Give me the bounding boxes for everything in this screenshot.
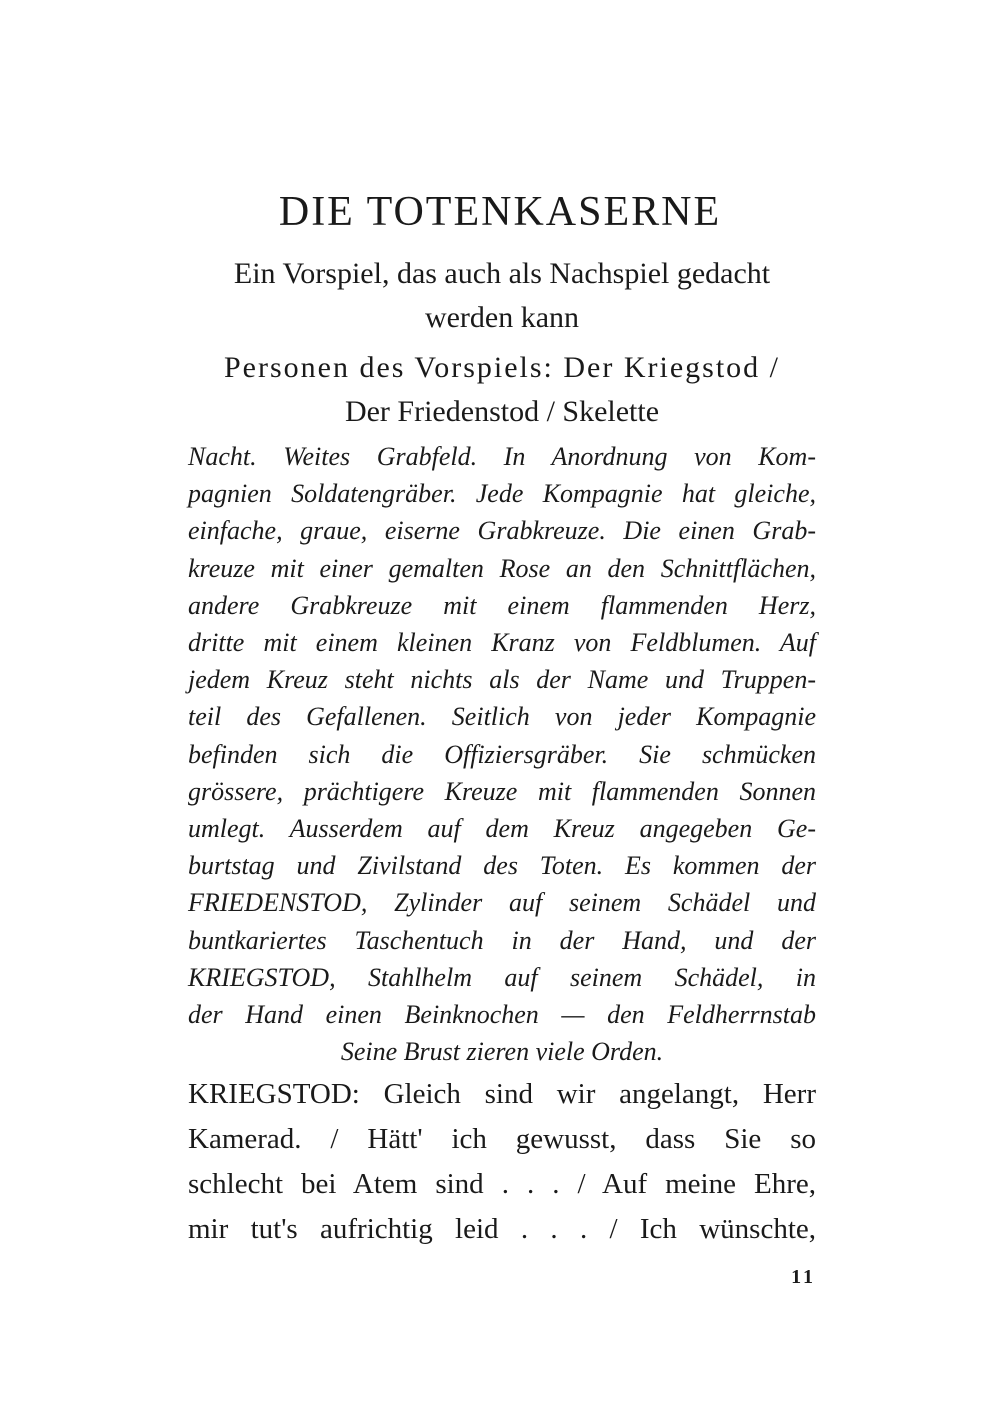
stage-direction-line: einfache, graue, eiserne Grabkreuze. Die einen Grab- bbox=[188, 516, 816, 546]
stage-direction-line: pagnien Soldatengräber. Jede Kompagnie hat gleiche, bbox=[188, 479, 816, 509]
cast-list-line: Der Friedenstod / Skelette bbox=[344, 395, 660, 428]
page-title: DIE TOTENKASERNE bbox=[278, 189, 722, 235]
stage-direction-line: Seine Brust zieren viele Orden. bbox=[340, 1037, 664, 1067]
stage-direction-line: befinden sich die Offiziersgräber. Sie schmücken bbox=[188, 739, 816, 769]
stage-direction-line: umlegt. Ausserdem auf dem Kreuz angegeben Ge- bbox=[188, 814, 816, 844]
subtitle bbox=[188, 252, 816, 340]
stage-direction-line: FRIEDENSTOD, Zylinder auf seinem Schädel und bbox=[188, 888, 816, 918]
stage-direction-line: burtstag und Zivilstand des Toten. Es kommen der bbox=[188, 851, 816, 881]
stage-direction bbox=[188, 438, 816, 1070]
stage-direction-line: teil des Gefallenen. Seitlich von jeder Kompagnie bbox=[188, 702, 816, 732]
cast-list bbox=[188, 346, 816, 434]
stage-direction-line: andere Grabkreuze mit einem flammenden Herz, bbox=[188, 590, 816, 620]
stage-direction-line: Nacht. Weites Grabfeld. In Anordnung von Kom- bbox=[188, 442, 816, 471]
dialogue-line: mir tut's aufrichtig leid . . . / Ich wünschte, bbox=[188, 1213, 816, 1245]
stage-direction-line: KRIEGSTOD, Stahlhelm auf seinem Schädel, in bbox=[188, 962, 816, 992]
page-number: 11 bbox=[791, 1266, 816, 1288]
dialogue-line: Kamerad. / Hätt' ich gewusst, dass Sie so bbox=[188, 1123, 816, 1155]
subtitle-line: Ein Vorspiel, das auch als Nachspiel gedacht bbox=[233, 257, 771, 290]
dialogue bbox=[188, 1072, 816, 1252]
dialogue-line: schlecht bei Atem sind . . . / Auf meine Ehre, bbox=[188, 1168, 816, 1200]
stage-direction-line: dritte mit einem kleinen Kranz von Feldblumen. Auf bbox=[188, 628, 816, 658]
cast-list-line: Personen des Vorspiels: Der Kriegstod / bbox=[223, 351, 780, 384]
stage-direction-line: grössere, prächtigere Kreuze mit flammenden Sonnen bbox=[188, 776, 816, 806]
subtitle-line: werden kann bbox=[424, 301, 580, 334]
stage-direction-line: jedem Kreuz steht nichts als der Name und Truppen- bbox=[188, 665, 816, 695]
dialogue-line: KRIEGSTOD: Gleich sind wir angelangt, Herr bbox=[188, 1078, 816, 1110]
stage-direction-line: buntkariertes Taschentuch in der Hand, und der bbox=[188, 925, 816, 955]
stage-direction-line: der Hand einen Beinknochen — den Feldherrnstab bbox=[188, 1000, 816, 1030]
stage-direction-line: kreuze mit einer gemalten Rose an den Schnittflächen, bbox=[188, 553, 816, 583]
